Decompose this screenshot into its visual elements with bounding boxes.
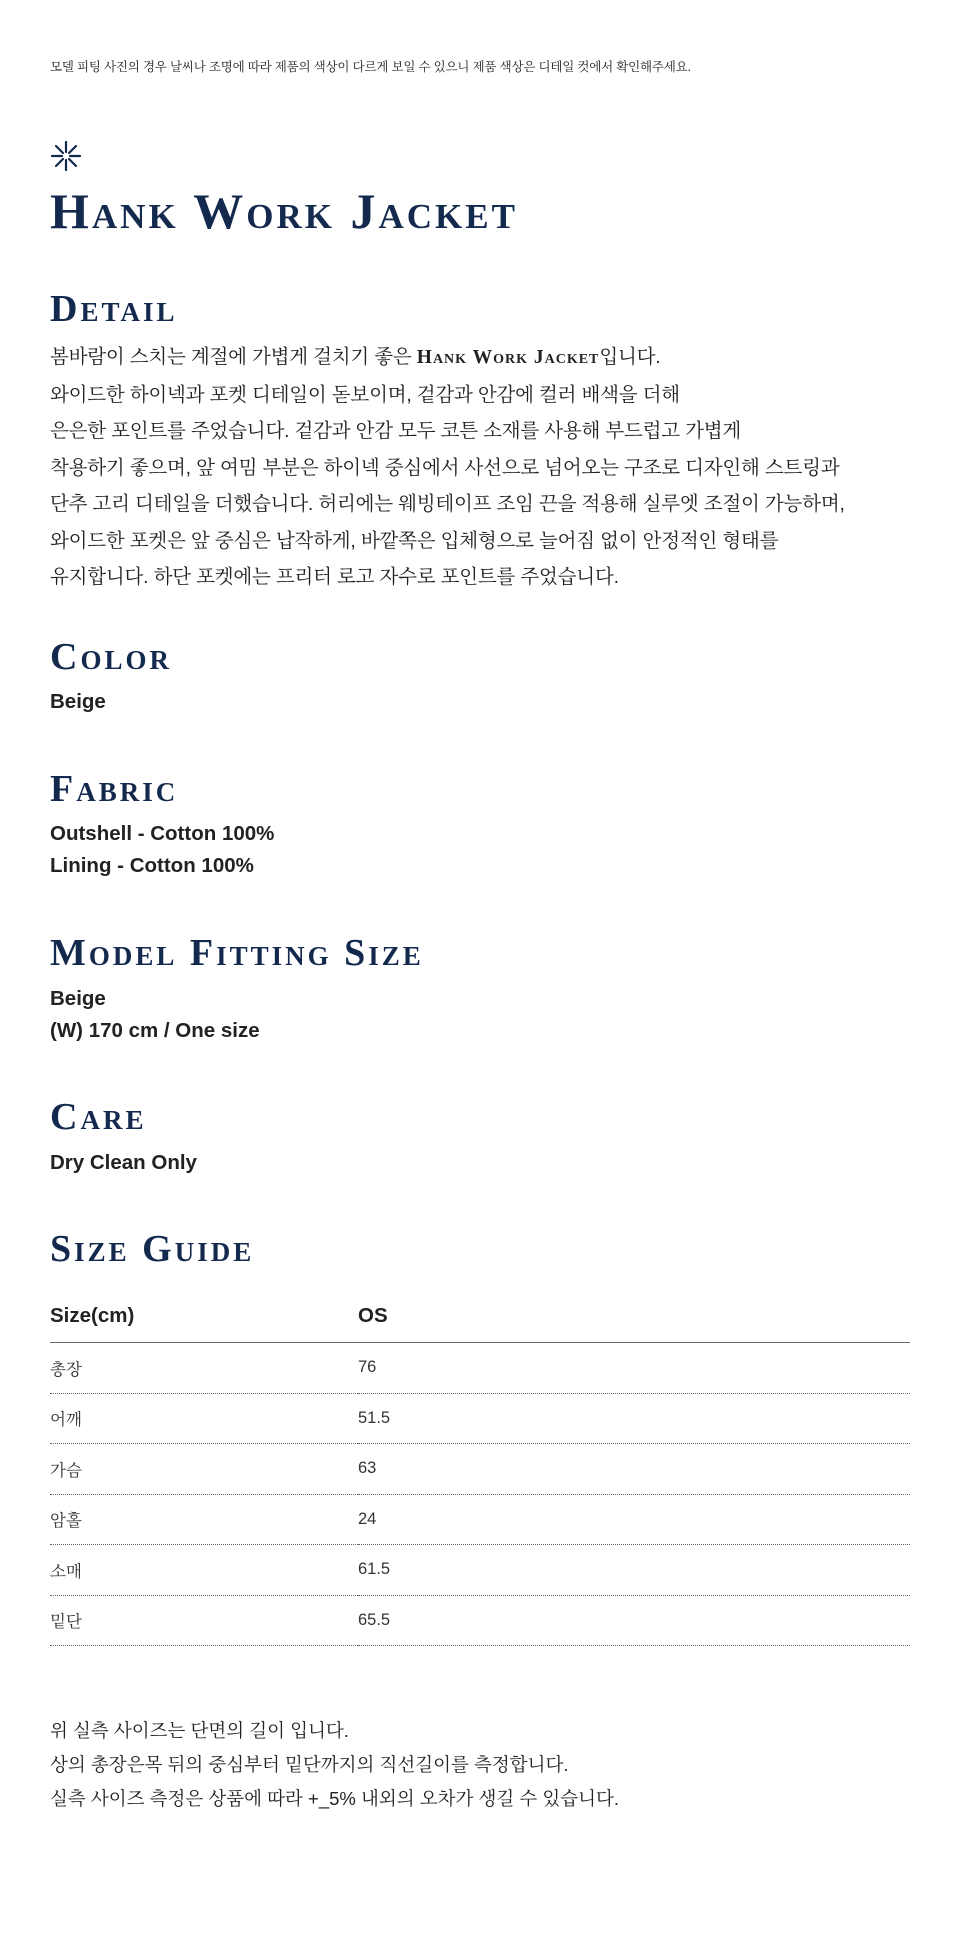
size-value: 63 xyxy=(358,1444,910,1495)
size-label: 밑단 xyxy=(50,1595,358,1646)
table-row xyxy=(50,1595,910,1646)
table-row xyxy=(50,1393,910,1444)
note-line: 위 실측 사이즈는 단면의 길이 입니다. xyxy=(50,1720,349,1741)
detail-line: 와이드한 하이넥과 포켓 디테일이 돋보이며, 겉감과 안감에 컬러 배색을 더해 xyxy=(50,383,680,406)
size-value: 65.5 xyxy=(358,1595,910,1646)
detail-description xyxy=(50,339,845,596)
fabric-line: Outshell - Cotton 100% xyxy=(50,822,275,845)
detail-line: 와이드한 포켓은 앞 중심은 납작하게, 바깥쪽은 입체형으로 늘어짐 없이 안정적인 형태를 xyxy=(50,529,779,552)
table-row xyxy=(50,1343,910,1394)
fabric-line: Lining - Cotton 100% xyxy=(50,854,254,877)
color-notice: 모델 피팅 사진의 경우 날씨나 조명에 따라 제품의 색상이 다르게 보일 수 있으니 제품 색상은 디테일 컷에서 확인해주세요. xyxy=(50,60,691,74)
size-value: 51.5 xyxy=(358,1393,910,1444)
color-heading: Color xyxy=(50,636,172,678)
size-guide-heading: Size Guide xyxy=(50,1228,255,1270)
model-fitting-heading: Model Fitting Size xyxy=(50,932,424,974)
size-value: 76 xyxy=(358,1343,910,1394)
size-guide-table xyxy=(50,1290,910,1646)
care-heading: Care xyxy=(50,1096,147,1138)
detail-line: 단추 고리 디테일을 더했습니다. 허리에는 웨빙테이프 조임 끈을 적용해 실루엣 조절이 가능하며, xyxy=(50,493,845,515)
detail-line: 봄바람이 스치는 계절에 가볍게 걸치기 좋은 Hank Work Jacket입니다. xyxy=(50,346,661,368)
model-fitting-values xyxy=(50,983,260,1047)
product-title: Hank Work Jacket xyxy=(50,183,518,239)
size-label: 암홀 xyxy=(50,1494,358,1545)
measurement-notes xyxy=(50,1714,619,1816)
size-value: 61.5 xyxy=(358,1545,910,1596)
detail-line: 은은한 포인트를 주었습니다. 겉감과 안감 모두 코튼 소재를 사용해 부드럽고 가볍게 xyxy=(50,420,742,442)
size-value: 24 xyxy=(358,1494,910,1545)
size-label: 소매 xyxy=(50,1545,358,1596)
detail-line: 유지합니다. 하단 포켓에는 프리터 로고 자수로 포인트를 주었습니다. xyxy=(50,566,619,588)
product-name-inline: Hank Work Jacket xyxy=(416,347,600,368)
size-label: 가슴 xyxy=(50,1444,358,1495)
model-line: (W) 170 cm / One size xyxy=(50,1019,260,1042)
fabric-values xyxy=(50,818,274,882)
note-line: 상의 총장은목 뒤의 중심부터 밑단까지의 직선길이를 측정합니다. xyxy=(50,1754,569,1775)
table-row xyxy=(50,1494,910,1545)
detail-heading: Detail xyxy=(50,288,178,330)
size-label: 총장 xyxy=(50,1343,358,1394)
color-value: Beige xyxy=(50,690,106,713)
table-row xyxy=(50,1444,910,1495)
asterisk-star-icon xyxy=(50,140,82,172)
care-value: Dry Clean Only xyxy=(50,1151,197,1174)
column-header: Size(cm) xyxy=(50,1290,358,1343)
table-header-row xyxy=(50,1290,910,1343)
column-header: OS xyxy=(358,1290,910,1343)
note-line: 실측 사이즈 측정은 상품에 따라 +_5% 내외의 오차가 생길 수 있습니다. xyxy=(50,1788,620,1809)
model-line: Beige xyxy=(50,987,106,1010)
table-row xyxy=(50,1545,910,1596)
detail-line: 착용하기 좋으며, 앞 여밈 부분은 하이넥 중심에서 사선으로 넘어오는 구조로 디자인해 스트링과 xyxy=(50,456,840,479)
fabric-heading: Fabric xyxy=(50,768,179,810)
size-label: 어깨 xyxy=(50,1393,358,1444)
